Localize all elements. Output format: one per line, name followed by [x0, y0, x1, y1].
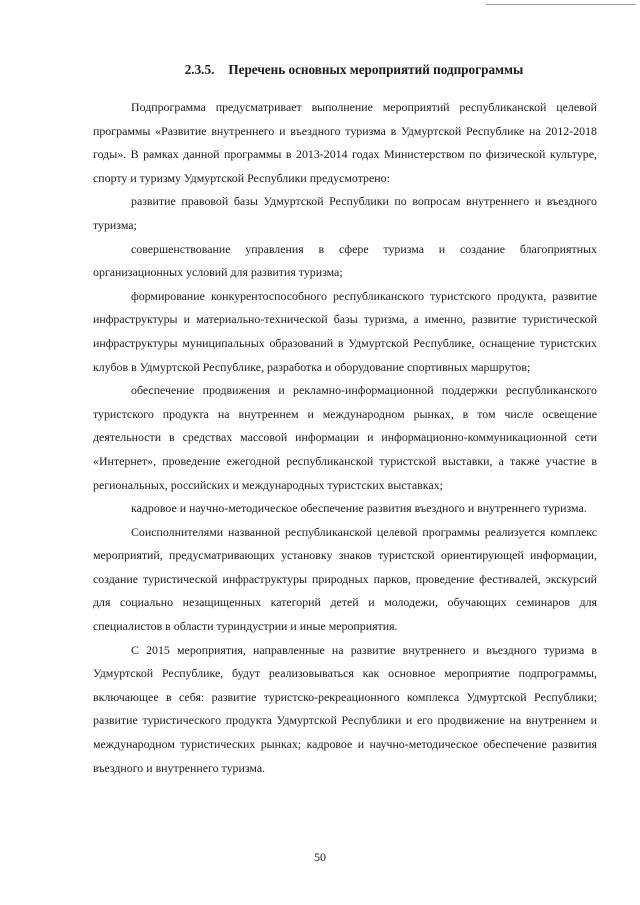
- paragraph-product-formation: формирование конкурентоспособного республиканского туристского продукта, развитие инфраструктуры и материально-технической базы туризма, а именно, развитие туристической инфраструктуры муниципальных образований в Удмуртской Республике, оснащение туристских клубов в Удмуртской Республике, разработка и оборудование спортивных маршрутов;: [93, 288, 597, 374]
- paragraph-management: совершенствование управления в сфере туризма и создание благоприятных организационных условий для развития туризма;: [93, 241, 597, 280]
- page-content: [93, 58, 597, 780]
- section-number: 2.3.5.: [184, 62, 215, 77]
- paragraph-legal-base: развитие правовой базы Удмуртской Республики по вопросам внутреннего и въездного туризма;: [93, 194, 597, 232]
- section-heading: [93, 58, 597, 82]
- paragraph-promotion: обеспечение продвижения и рекламно-информационной поддержки республиканского туристского продукта на внутреннем и международном рынках, в том числе освещение деятельности в средствах массовой информации и информационно-коммуникационной сети «Интернет», проведение ежегодной республиканской туристской выставки, а также участие в региональных, российских и международных туристских выставках;: [93, 383, 597, 492]
- paragraph-personnel: кадровое и научно-методическое обеспечение развития въездного и внутреннего туризма.: [131, 501, 587, 516]
- section-title: Перечень основных мероприятий подпрограммы: [228, 62, 524, 77]
- paragraph-from-2015: С 2015 мероприятия, направленные на развитие внутреннего и въездного туризма в Удмуртской Республике, будут реализовываться как основное мероприятие подпрограммы, включающее в себя: развитие туристско-рекреационного комплекса Удмуртской Республики; развитие туристического продукта Удмуртской Республики и его продвижение на внутреннем и международном туристических рынках; кадровое и научно-методическое обеспечение развития въездного и внутреннего туризма.: [93, 642, 597, 775]
- top-rule: [486, 4, 636, 5]
- paragraph-co-executors: Соисполнителями названной республиканской целевой программы реализуется комплекс мероприятий, предусматривающих установку знаков туристской ориентирующей информации, создание туристической инфраструктуры природных парков, проведение фестивалей, экскурсий для социально незащищенных категорий детей и молодежи, обучающих семинаров для специалистов в области туриндустрии и иные мероприятия.: [93, 524, 597, 634]
- page-number: 50: [314, 850, 326, 864]
- paragraph-intro: Подпрограмма предусматривает выполнение мероприятий республиканской целевой программы «Развитие внутреннего и въездного туризма в Удмуртской Республике на 2012-2018 годы». В рамках данной программы в 2013-2014 годах Министерством по физической культуре, спорту и туризму Удмуртской Республики предусмотрено:: [93, 100, 597, 185]
